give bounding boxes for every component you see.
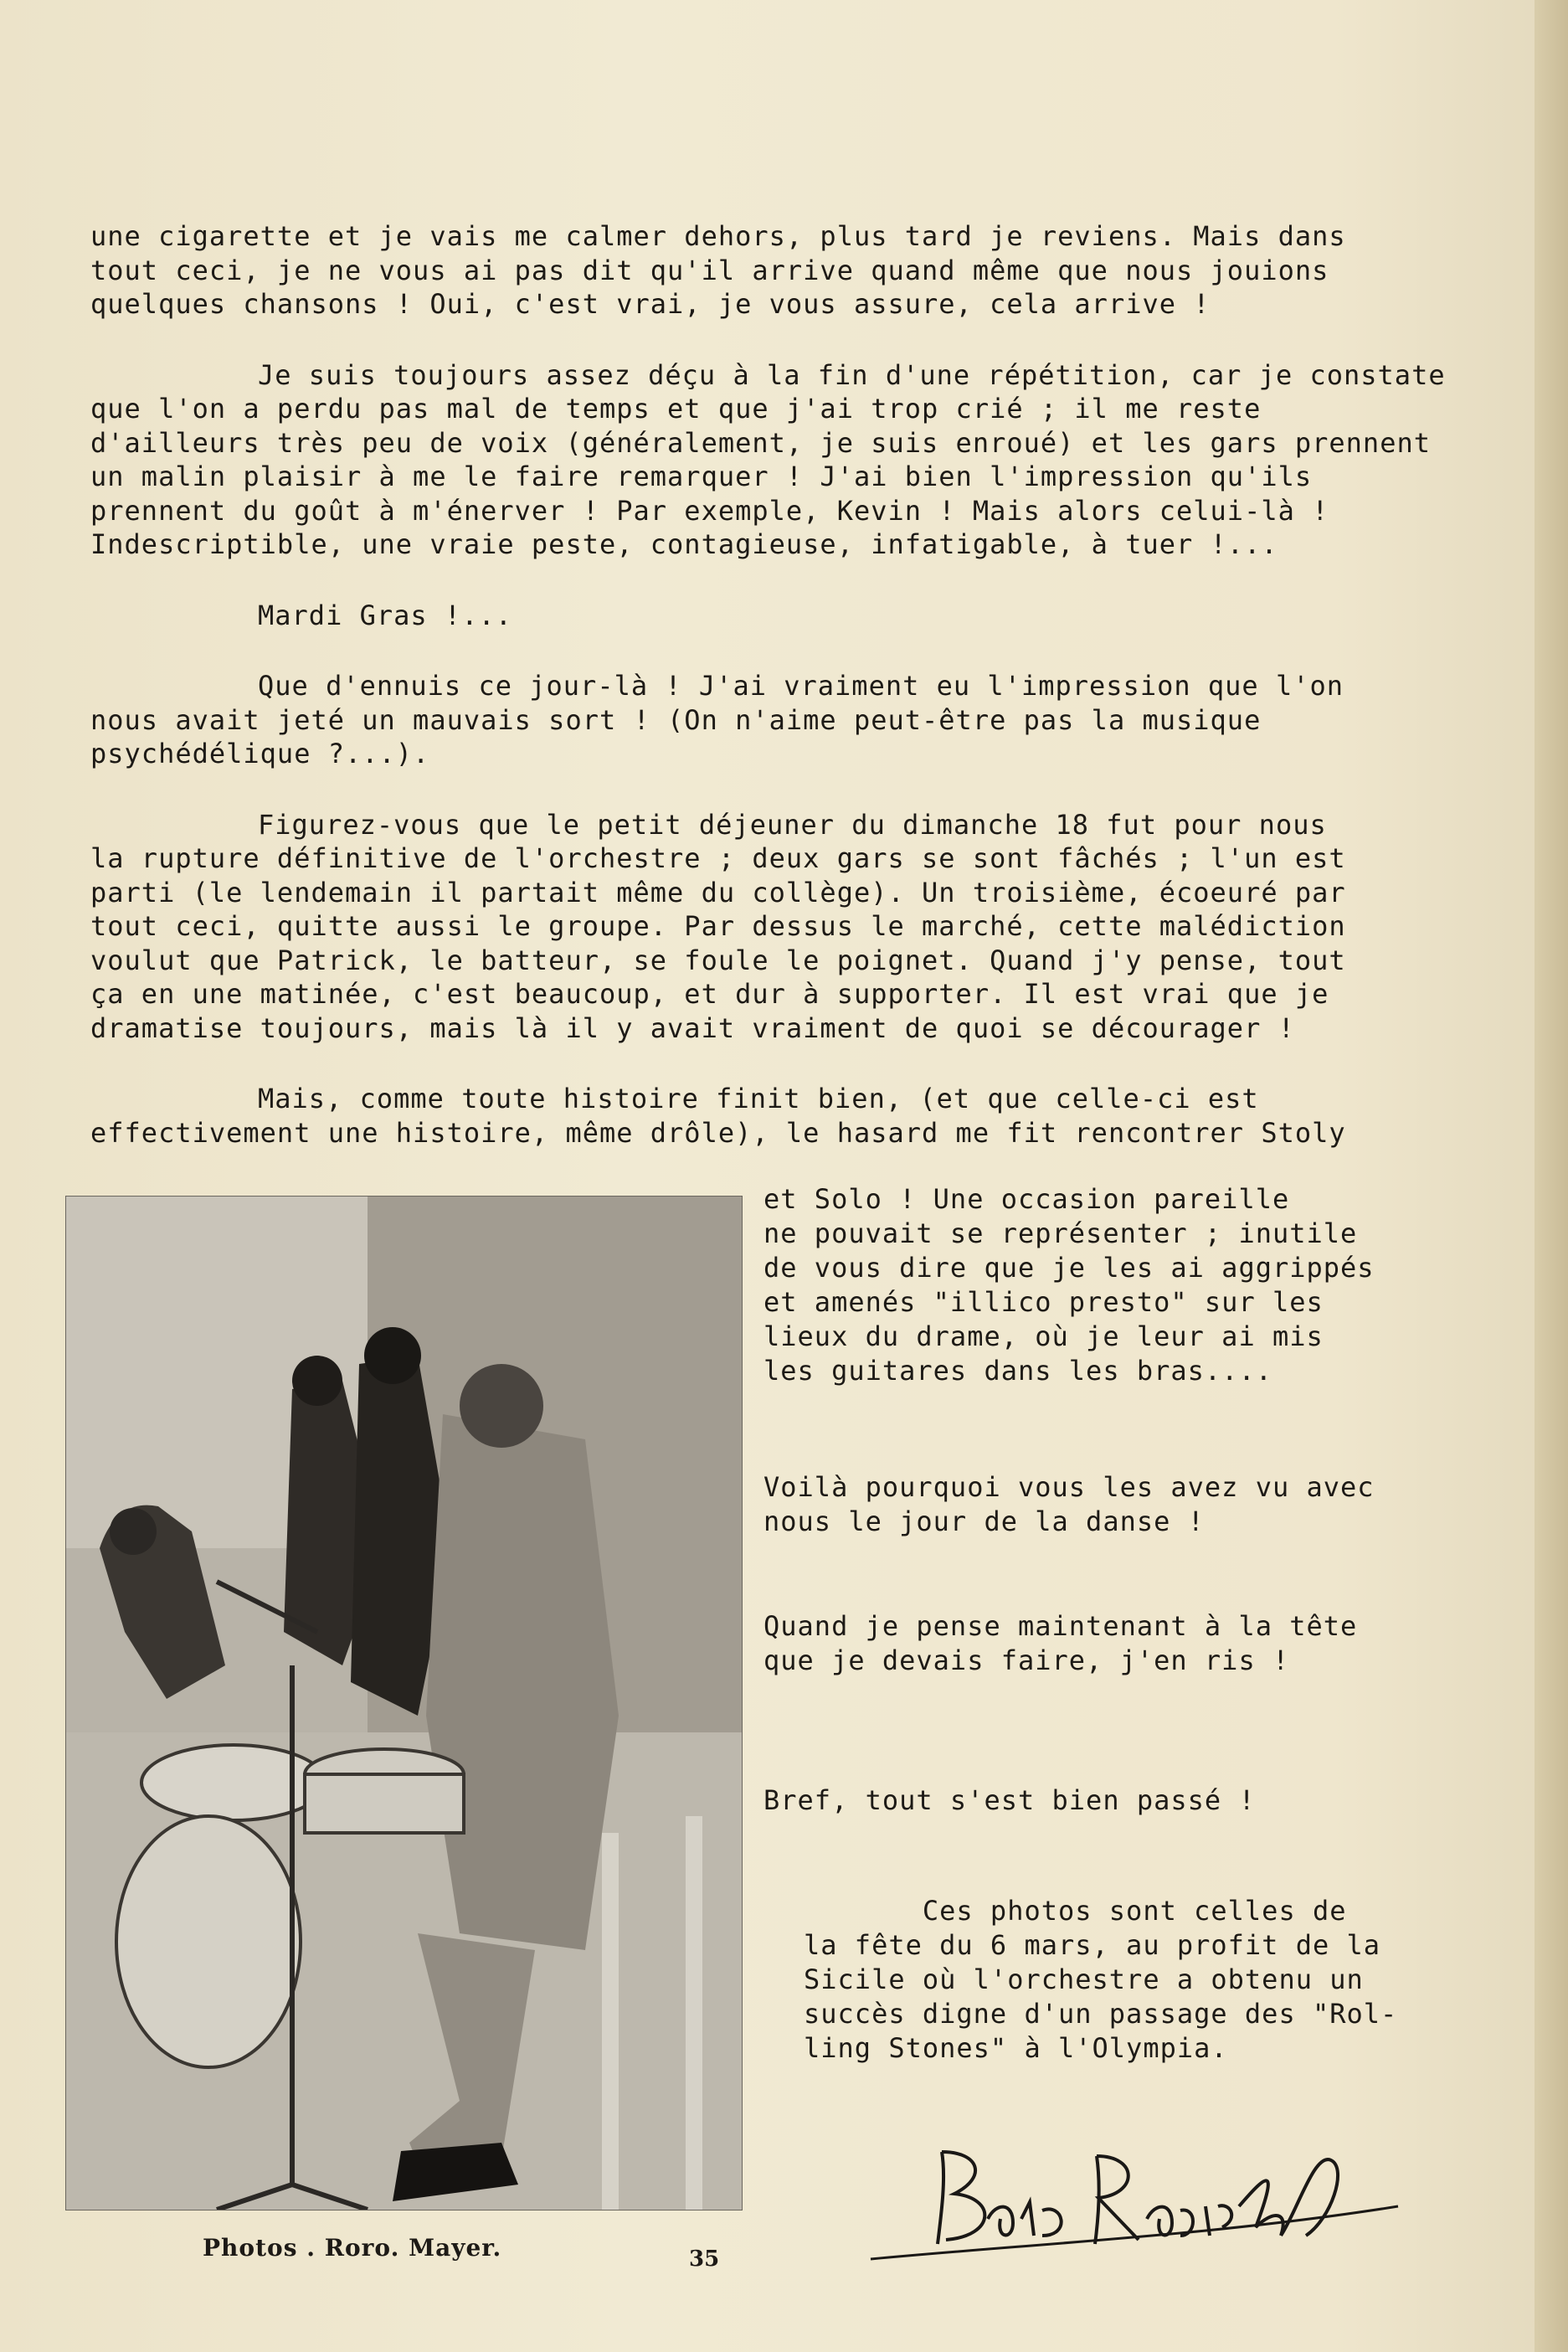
- page-number: 35: [689, 2246, 720, 2272]
- side-line: Quand je pense maintenant à la tête: [763, 1610, 1358, 1642]
- side-line: Ces photos sont celles de: [804, 1895, 1347, 1927]
- side-line: Voilà pourquoi vous les avez vu avec: [763, 1471, 1375, 1503]
- body-line: Indescriptible, une vraie peste, contagieuse, infatigable, à tuer !...: [90, 528, 1278, 560]
- body-line: d'ailleurs très peu de voix (généralement, je suis enroué) et les gars prennent: [90, 426, 1431, 459]
- handwritten-signature: [862, 2127, 1415, 2269]
- body-line: psychédélique ?...).: [90, 738, 430, 769]
- side-line: nous le jour de la danse !: [763, 1505, 1205, 1537]
- band-photo: [65, 1196, 743, 2210]
- body-line: Que d'ennuis ce jour-là ! J'ai vraiment eu l'impression que l'on: [258, 670, 1344, 702]
- body-line: la rupture définitive de l'orchestre ; deux gars se sont fâchés ; l'un est: [90, 842, 1346, 874]
- body-line: quelques chansons ! Oui, c'est vrai, je vous assure, cela arrive !: [90, 288, 1211, 320]
- body-line: que l'on a perdu pas mal de temps et que j'ai trop crié ; il me reste: [90, 393, 1262, 425]
- side-line: et Solo ! Une occasion pareille: [763, 1183, 1290, 1215]
- body-line: voulut que Patrick, le batteur, se foule le poignet. Quand j'y pense, tout: [90, 944, 1346, 976]
- body-line: tout ceci, quitte aussi le groupe. Par dessus le marché, cette malédiction: [90, 910, 1346, 942]
- body-line: Mais, comme toute histoire finit bien, (et que celle-ci est: [258, 1083, 1259, 1114]
- body-line: tout ceci, je ne vous ai pas dit qu'il arrive quand même que nous jouions: [90, 254, 1329, 286]
- side-line: de vous dire que je les ai aggrippés: [763, 1252, 1375, 1284]
- side-line: que je devais faire, j'en ris !: [763, 1644, 1290, 1676]
- side-line: Sicile où l'orchestre a obtenu un: [804, 1963, 1364, 1995]
- side-line: les guitares dans les bras....: [763, 1355, 1272, 1387]
- body-line: parti (le lendemain il partait même du collège). Un troisième, écoeuré par: [90, 876, 1346, 908]
- body-line: nous avait jeté un mauvais sort ! (On n'aime peut-être pas la musique: [90, 703, 1262, 736]
- side-line: ne pouvait se représenter ; inutile: [763, 1217, 1358, 1249]
- side-line: et amenés "illico presto" sur les: [763, 1286, 1324, 1318]
- body-line: un malin plaisir à me le faire remarquer ! J'ai bien l'impression qu'ils: [90, 461, 1313, 492]
- band-photo-illustration: [66, 1197, 742, 2210]
- body-line: ça en une matinée, c'est beaucoup, et dur à supporter. Il est vrai que je: [90, 978, 1329, 1010]
- body-line: prennent du goût à m'énerver ! Par exemple, Kevin ! Mais alors celui-là !: [90, 494, 1329, 527]
- body-line: Je suis toujours assez déçu à la fin d'une répétition, car je constate: [258, 358, 1446, 391]
- body-line: Mardi Gras !...: [258, 599, 512, 631]
- side-line: lieux du drame, où je leur ai mis: [763, 1320, 1324, 1352]
- side-line: ling Stones" à l'Olympia.: [804, 2032, 1228, 2064]
- body-line: effectivement une histoire, même drôle), le hasard me fit rencontrer Stoly: [90, 1116, 1346, 1149]
- page-edge: [1535, 0, 1568, 2352]
- photo-caption: Photos . Roro. Mayer.: [203, 2234, 502, 2262]
- body-line: Figurez-vous que le petit déjeuner du dimanche 18 fut pour nous: [258, 808, 1327, 841]
- body-line: une cigarette et je vais me calmer dehors, plus tard je reviens. Mais dans: [90, 220, 1346, 252]
- side-line: succès digne d'un passage des "Rol-: [804, 1998, 1398, 2030]
- side-line: Bref, tout s'est bien passé !: [763, 1784, 1256, 1816]
- side-line: la fête du 6 mars, au profit de la: [804, 1929, 1381, 1961]
- body-line: dramatise toujours, mais là il y avait vraiment de quoi se décourager !: [90, 1011, 1295, 1044]
